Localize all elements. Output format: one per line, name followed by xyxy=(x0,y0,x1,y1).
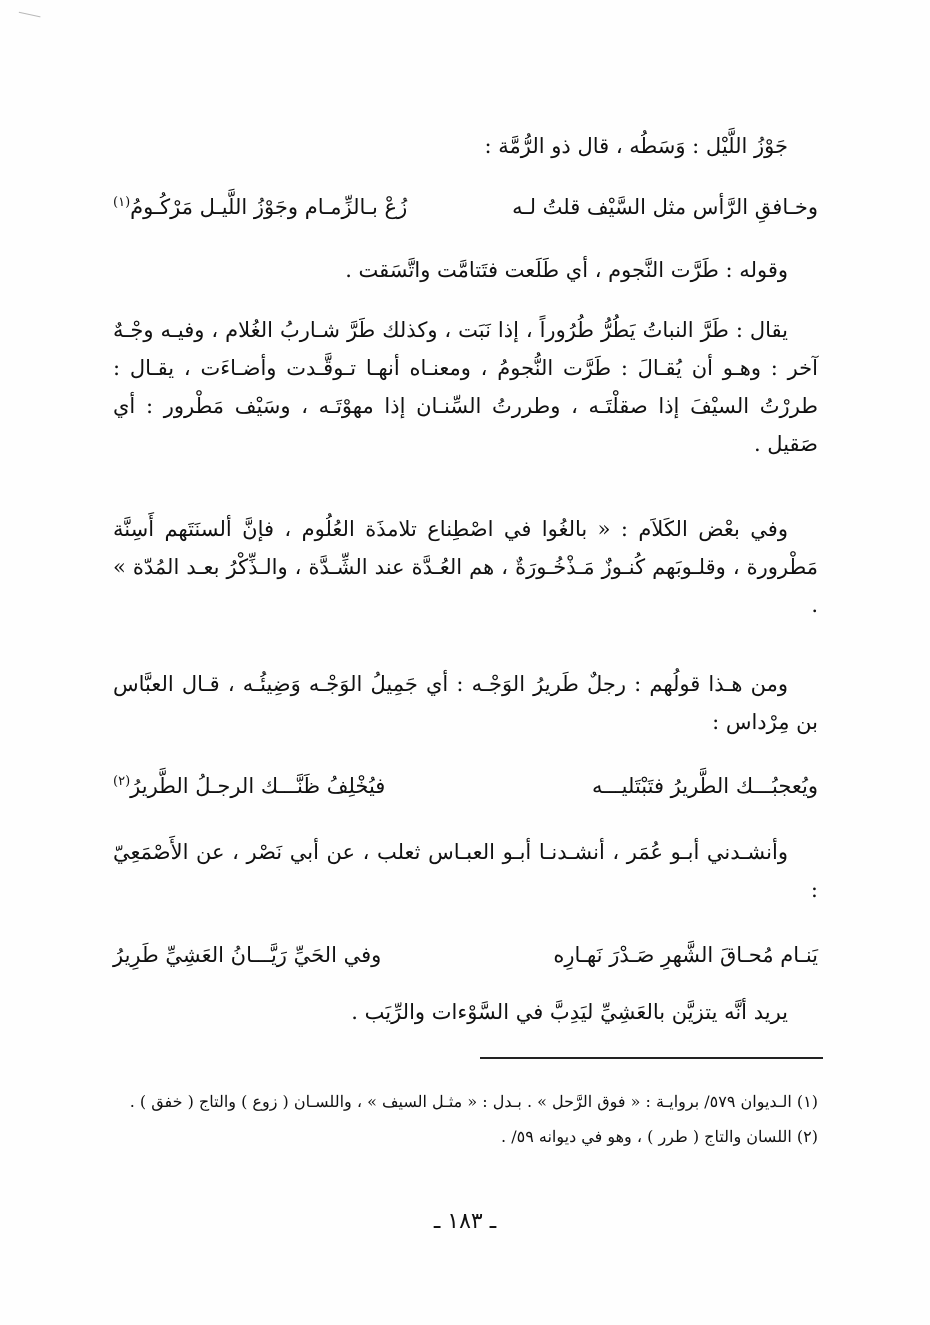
page-number: ـ ١٨٣ ـ xyxy=(433,1209,497,1234)
scan-artifact xyxy=(18,12,41,23)
verse-1-second-text: زُعْ بـالزِّمـام وجَوْزُ اللَّيـل مَرْكُـومُ xyxy=(130,195,408,219)
line-yurid-annahu: يريد أنَّه يتزيَّن بالعَشِيِّ ليَدِبَّ في السَّوْءات والرِّيَب . xyxy=(351,1000,788,1024)
paragraph-anshadani: وأنشـدني أبـو عُمَر ، أنشـدنـا أبـو العبـاس ثعلب ، عن أبي نَصْر ، عن الأَصْمَعِيّ : xyxy=(113,840,818,902)
verse-abbas-ibn-mirdas xyxy=(113,766,818,806)
paragraph-tarra-al-nabat: يقال : طَرَّ النباتُ يَطُرُّ طُرُوراً ، إذا نَبَت ، وكذلك طَرَّ شـاربُ الغُلام ، وفيـه وجْـهٌ آخر : وهـو أن يُقـالَ : طَرَّت النُّجومُ ، ومعنـاه أنهـا تـوقَّـدت وأضـاءَت ، يقـال : طررْتُ السيْفَ إذا صقلْتَـه ، وطررتُ السِّنـان إذا مهوْتَـه ، وسَيْف مَطْرور : أي صَقيل . xyxy=(113,318,818,456)
body-text-7 xyxy=(113,993,818,1053)
body-text-2 xyxy=(113,251,818,311)
verse-asmai xyxy=(113,935,818,975)
line-tarrat-al-nujum: وقوله : طَرَّت النَّجوم ، أي طَلَعت فتَتامَّت واتَّسَقت . xyxy=(345,258,788,282)
footnote-separator xyxy=(480,1057,823,1059)
line-jawz-al-layl: جَوْزُ اللَّيْل : وَسَطُه ، قال ذو الرُّمَّة : xyxy=(484,134,788,158)
verse-1-second-hemistich xyxy=(113,187,407,227)
footnote-1: (١) الـديوان ٥٧٩/ بروايـة : « فوق الرَّحل » . بـدل : « مثـل السيف » ، واللسـان ( زوع ) والتاج ( خفق ) . xyxy=(129,1092,818,1111)
verse-2-second-hemistich xyxy=(113,766,385,806)
body-text-4 xyxy=(113,510,818,646)
body-text-3 xyxy=(113,311,818,485)
footnote-ref-2: (٢) xyxy=(113,774,131,789)
verse-3-first-hemistich: يَنـام مُحـاقَ الشَّهرِ صَـدْرَ نَهـارِه xyxy=(553,943,818,967)
paragraph-tarir-al-wajh: ومن هـذا قولُهم : رجلٌ طَريرُ الوَجْـه : أي جَمِيلُ الوَجْـه وَضِيئُـه ، قـال العبَّاس بن مِرْداس : xyxy=(113,672,818,734)
verse-2-first-hemistich: ويُعجبُـــك الطَّريرُ فتَبْتَليـــه xyxy=(591,774,818,798)
footnote-2: (٢) اللسان والتاج ( طرر ) ، وهو في ديوانه ٥٩/ . xyxy=(501,1127,818,1146)
body-text-top xyxy=(113,127,818,187)
body-text-6 xyxy=(113,833,818,931)
verse-1-first-hemistich: وخـافقِ الرَّأس مثل السَّيْف قلتُ لـه xyxy=(512,195,818,219)
verse-2-second-text: فيُخْلِفُ ظَنَّـــك الرجـلُ الطَّريرُ xyxy=(130,774,386,798)
paragraph-saying-of-speech: وفي بعْض الكَلاَم : « بالغُوا في اصْطِناع تلامذَة العُلُوم ، فإنَّ ألسنَتَهم أَسِنَّة مَطْرورة ، وقلـوبَهم كُنـوزٌ مَـذْخُـورَةٌ ، هم العُـدَّة عند الشِّـدَّة ، والـذِّكْرُ بعـد المُدّة » . xyxy=(113,517,818,617)
body-text-5 xyxy=(113,665,818,763)
verse-3-second-hemistich: وفي الحَيِّ رَيَّـــانُ العَشِيِّ طَرِيرُ xyxy=(113,943,382,967)
verse-dhu-al-rumma xyxy=(113,187,818,227)
footnotes xyxy=(113,1087,818,1157)
footnote-ref-1: (١) xyxy=(113,195,131,210)
